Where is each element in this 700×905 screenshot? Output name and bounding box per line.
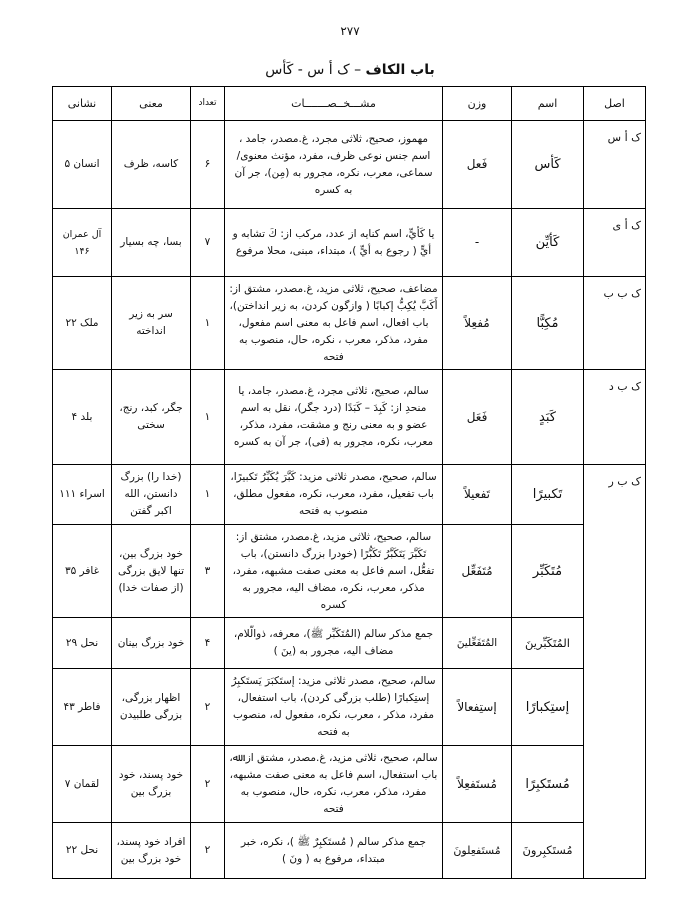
wazn-cell: مُستَفعِلاً [443, 746, 512, 823]
spec-cell: سالم، صحیح، ثلاثی مزید، غ.مصدر، مشتق از: ﷲ، باب استفعال، اسم فاعل به معنی صفت مشبهه، مفرد، مذکر، معرب، نکره، حال، منصوب به فتحه [225, 746, 443, 823]
header-root: اصل [584, 87, 646, 121]
spec-cell: جمع مذکر سالم ( مُستَكبِرٌ ﷺ )، نکره، خبر مبتداء، مرفوع به ( ونَ ) [225, 823, 443, 879]
table-row [53, 465, 646, 525]
header-count: تعداد [191, 87, 225, 121]
meaning-cell: جگر، کبد، رنج، سختی [112, 370, 191, 465]
chapter-title [0, 62, 700, 78]
spec-cell: مهموز، صحیح، ثلاثی مجرد، غ.مصدر، جامد ، اسم جنس نوعی ظرف، مفرد، مؤنث معنوی/سماعی، معرب، نکره، مجرور به (مِن)، جر آن به کسره [225, 121, 443, 209]
count-cell: ۲ [191, 669, 225, 746]
word-cell: تَكبيرًا [512, 465, 584, 525]
wazn-cell: تَفعیلاً [443, 465, 512, 525]
spec-cell: سالم، صحیح، مصدر ثلاثی مزید: إستَكبَرَ يَستَكبِرُ إستِكبارًا (طلب بزرگی کردن)، باب استفعال، مفرد، مذکر ، معرب، نکره، مفعول له، منصوب به فتحه [225, 669, 443, 746]
wazn-cell: مُتَفَعِّل [443, 525, 512, 618]
sign-cell: غافر ۳۵ [53, 525, 112, 618]
spec-cell: سالم، صحیح، ثلاثی مزید، غ.مصدر، مشتق از: تَكَبَّرَ يَتَكَبَّرُ تَكَبُّرًا (خودرا بزرگ دانستن)، باب تفعُّل، اسم فاعل به معنی صفت مشبهه، مفرد، مذکر، معرب، نکره، مضاف الیه، مجرور به کسره [225, 525, 443, 618]
word-cell: مُكِبًّا [512, 277, 584, 370]
word-cell: المُتَكَبِّرينَ [512, 618, 584, 669]
meaning-cell: خود پسند، خود بزرگ بین [112, 746, 191, 823]
count-cell: ۳ [191, 525, 225, 618]
wazn-cell: إستِفعالاً [443, 669, 512, 746]
meaning-cell: خود بزرگ بین، تنها لایق بزرگی (از صفات خدا) [112, 525, 191, 618]
word-cell: إستِكبارًا [512, 669, 584, 746]
sign-cell: فاطر ۴۳ [53, 669, 112, 746]
sign-cell: نحل ۲۲ [53, 823, 112, 879]
count-cell: ۱ [191, 370, 225, 465]
count-cell: ۲ [191, 823, 225, 879]
table-row [53, 525, 646, 618]
sign-cell: نحل ۲۹ [53, 618, 112, 669]
meaning-cell: خود بزرگ بینان [112, 618, 191, 669]
sign-cell: انسان ۵ [53, 121, 112, 209]
header-meaning: معنی [112, 87, 191, 121]
count-cell: ۱ [191, 277, 225, 370]
meaning-cell: (خدا را) بزرگ دانستن، الله اکبر گفتن [112, 465, 191, 525]
word-cell: مُستَكبِرًا [512, 746, 584, 823]
spec-cell: یا كَأيٍّ، اسم کنایه از عدد، مرکب از: كَ تشابه و أيٍّ ( رجوع به أيٍّ )، مبتداء، مبنی، محلا مرفوع [225, 209, 443, 277]
spec-cell: جمع مذکر سالم (المُتَكَبِّر ﷺ)، معرفه، ذوالّلام، مضاف الیه، مجرور به (ینَ ) [225, 618, 443, 669]
root-cell: ک ب د [584, 370, 646, 465]
count-cell: ۴ [191, 618, 225, 669]
meaning-cell: افراد خود پسند، خود بزرگ بین [112, 823, 191, 879]
header-wazn: وزن [443, 87, 512, 121]
count-cell: ۶ [191, 121, 225, 209]
spec-cell: سالم، صحیح، ثلاثی مجرد، غ.مصدر، جامد، یا منحدِ از: كَبِدَ – كَبَدًا (درد جگر)، نقل به اسم عضو و به معنی رنج و مشقت، مفرد، مذکر، معرب، نکره، مجرور به (فی)، جر آن به کسره [225, 370, 443, 465]
table-row [53, 746, 646, 823]
count-cell: ۷ [191, 209, 225, 277]
word-cell: مُتَكَبِّر [512, 525, 584, 618]
word-cell: مُستَكبِرونَ [512, 823, 584, 879]
meaning-cell: کاسه، ظرف [112, 121, 191, 209]
header-spec: مشـــخــصـــــــات [225, 87, 443, 121]
wazn-cell: مُستَفعِلونَ [443, 823, 512, 879]
root-cell: ک ب ب [584, 277, 646, 370]
header-word: اسم [512, 87, 584, 121]
word-cell: كَأيِّن [512, 209, 584, 277]
sign-cell: اسراء ۱۱۱ [53, 465, 112, 525]
sign-cell: آل عمران ۱۴۶ [53, 209, 112, 277]
wazn-cell: - [443, 209, 512, 277]
wazn-cell: مُفعِلاً [443, 277, 512, 370]
root-cell: ک ب ر [584, 465, 646, 879]
word-cell: كَبَدٍ [512, 370, 584, 465]
header-sign: نشانی [53, 87, 112, 121]
page-number: ۲۷۷ [340, 24, 360, 38]
root-cell: ک أ س [584, 121, 646, 209]
meaning-cell: سر به زیر انداخته [112, 277, 191, 370]
table-row [53, 669, 646, 746]
table-row [53, 121, 646, 209]
table-row [53, 823, 646, 879]
table-row [53, 277, 646, 370]
wazn-cell: فَعل [443, 121, 512, 209]
word-cell: كَأس [512, 121, 584, 209]
spec-cell: مضاعف، صحیح، ثلاثی مزید، غ.مصدر، مشتق از: أَكَبَّ يُكِبُّ إكبابًا ( وازگون کردن، به زیر انداختن)، باب افعال، اسم فاعل به معنی اسم مفعول، مفرد، مذکر، معرب ، نکره، حال، منصوب به فتحه [225, 277, 443, 370]
sign-cell: ملک ۲۲ [53, 277, 112, 370]
sign-cell: لقمان ۷ [53, 746, 112, 823]
meaning-cell: اظهار بزرگی، بزرگی طلبیدن [112, 669, 191, 746]
table-row [53, 618, 646, 669]
header-row [53, 87, 646, 121]
count-cell: ۱ [191, 465, 225, 525]
count-cell: ۲ [191, 746, 225, 823]
meaning-cell: بسا، چه بسیار [112, 209, 191, 277]
table-row [53, 370, 646, 465]
table-row [53, 209, 646, 277]
vocabulary-table [52, 86, 646, 879]
root-cell: ک أ ی [584, 209, 646, 277]
chapter-title-bold: باب الکاف [365, 62, 435, 78]
wazn-cell: المُتَفَعِّلینَ [443, 618, 512, 669]
spec-cell: سالم، صحیح، مصدر ثلاثی مزید: كَبَّرَ يُكَبِّرُ تَكبیرًا، باب تفعیل، مفرد، معرب، نکره، مفعول مطلق، منصوب به فتحه [225, 465, 443, 525]
sign-cell: بلد ۴ [53, 370, 112, 465]
wazn-cell: فَعَل [443, 370, 512, 465]
chapter-title-rest: – ک أ س - کَأس [265, 62, 366, 78]
